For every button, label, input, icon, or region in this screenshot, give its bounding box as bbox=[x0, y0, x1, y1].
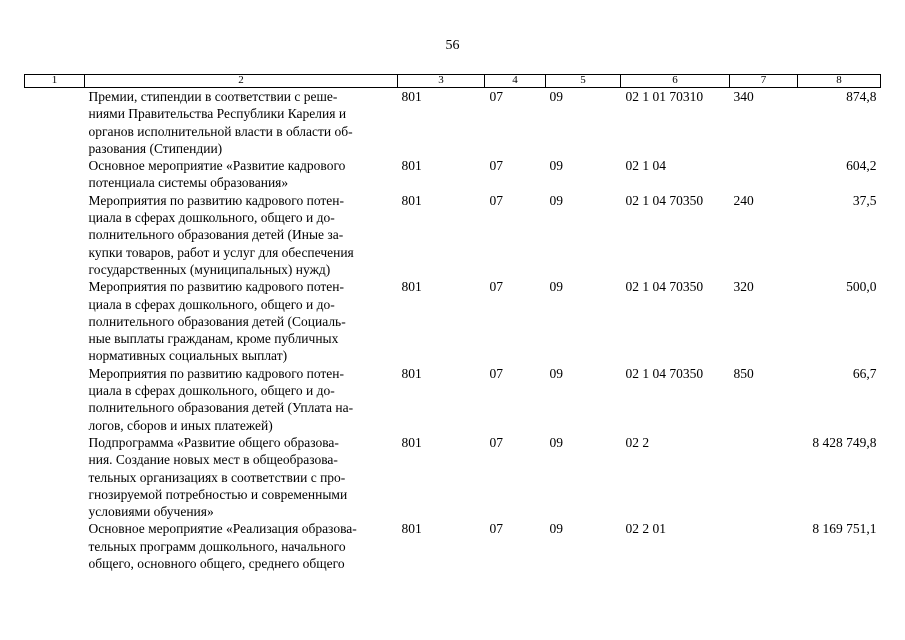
item-name-line: полнительного образования детей (Уплата на- bbox=[88, 400, 354, 416]
target-article-code: 02 1 01 70310 bbox=[625, 89, 704, 104]
target-article-code: 02 1 04 70350 bbox=[625, 279, 704, 295]
amount: 604,2 bbox=[846, 158, 877, 174]
item-name-cell bbox=[85, 520, 398, 572]
expense-type-code bbox=[730, 434, 798, 520]
item-name-line: органов исполнительной власти в области об- bbox=[88, 123, 353, 139]
item-name-line: циала в сферах дошкольного, общего и до- bbox=[88, 296, 335, 312]
item-name-line: общего, основного общего, среднего общего bbox=[88, 556, 345, 572]
expense-type-code bbox=[730, 157, 798, 192]
item-name-line: Мероприятия по развитию кадрового потен- bbox=[88, 365, 345, 381]
item-name-line: гнозируемой потребностью и современными bbox=[88, 486, 348, 502]
cell-col1 bbox=[25, 365, 85, 434]
item-name-line: государственных (муниципальных) нужд) bbox=[88, 261, 331, 277]
table-row bbox=[25, 88, 881, 158]
item-name-line: полнительного образования детей (Иные за- bbox=[88, 227, 344, 243]
item-name-line: циала в сферах дошкольного, общего и до- bbox=[88, 383, 335, 399]
ministry-code: 801 bbox=[401, 521, 422, 537]
target-article-code: 02 1 04 bbox=[625, 158, 666, 174]
item-name-line: нормативных социальных выплат) bbox=[88, 348, 288, 364]
amount: 874,8 bbox=[846, 89, 877, 104]
col-header-2: 2 bbox=[85, 75, 398, 88]
expense-type-code: 850 bbox=[733, 365, 754, 381]
item-name-cell bbox=[85, 278, 398, 364]
item-name-line: логов, сборов и иных платежей) bbox=[88, 417, 273, 433]
target-article-code: 02 1 04 70350 bbox=[625, 192, 704, 208]
subsection-code: 09 bbox=[549, 89, 563, 104]
section-code: 07 bbox=[489, 158, 503, 174]
ministry-code: 801 bbox=[401, 365, 422, 381]
subsection-code: 09 bbox=[549, 521, 563, 537]
cell-col1 bbox=[25, 434, 85, 520]
ministry-code: 801 bbox=[401, 434, 422, 450]
item-name-cell bbox=[85, 192, 398, 278]
col-header-4: 4 bbox=[485, 75, 546, 88]
item-name-line: Мероприятия по развитию кадрового потен- bbox=[88, 279, 345, 295]
item-name-line: разования (Стипендии) bbox=[88, 140, 223, 156]
item-name-line: тельных программ дошкольного, начального bbox=[88, 538, 346, 554]
section-code: 07 bbox=[489, 192, 503, 208]
ministry-code: 801 bbox=[401, 158, 422, 174]
section-code: 07 bbox=[489, 89, 503, 104]
amount: 8 169 751,1 bbox=[812, 521, 877, 537]
cell-col1 bbox=[25, 520, 85, 572]
subsection-code: 09 bbox=[549, 434, 563, 450]
table-row bbox=[25, 192, 881, 278]
item-name-line: купки товаров, работ и услуг для обеспечения bbox=[88, 244, 354, 260]
section-code: 07 bbox=[489, 279, 503, 295]
item-name-line: полнительного образования детей (Социаль- bbox=[88, 313, 346, 329]
amount: 66,7 bbox=[852, 365, 877, 381]
page-number: 56 bbox=[445, 38, 460, 53]
amount: 8 428 749,8 bbox=[812, 434, 877, 450]
item-name-line: ния. Создание новых мест в общеобразова- bbox=[88, 452, 338, 468]
item-name-line: Основное мероприятие «Развитие кадрового bbox=[88, 158, 346, 174]
section-code: 07 bbox=[489, 521, 503, 537]
item-name-line: Премии, стипендии в соответствии с реше- bbox=[88, 89, 338, 104]
subsection-code: 09 bbox=[549, 158, 563, 174]
budget-table bbox=[24, 74, 881, 572]
table-body bbox=[25, 88, 881, 573]
section-code: 07 bbox=[489, 434, 503, 450]
item-name-line: условиями обучения» bbox=[88, 504, 214, 520]
item-name-line: потенциала системы образования» bbox=[88, 175, 289, 191]
expense-type-code: 340 bbox=[733, 89, 754, 104]
target-article-code: 02 2 01 bbox=[625, 521, 666, 537]
item-name-cell bbox=[85, 88, 398, 158]
ministry-code: 801 bbox=[401, 89, 422, 104]
item-name-line: Основное мероприятие «Реализация образова- bbox=[88, 521, 357, 537]
item-name-line: ниями Правительства Республики Карелия и bbox=[88, 106, 347, 122]
table-row bbox=[25, 157, 881, 192]
item-name-line: циала в сферах дошкольного, общего и до- bbox=[88, 210, 335, 226]
table-row bbox=[25, 520, 881, 572]
item-name-line: тельных организациях в соответствии с про- bbox=[88, 469, 346, 485]
header-row bbox=[25, 75, 881, 88]
expense-type-code: 240 bbox=[733, 192, 754, 208]
amount: 37,5 bbox=[852, 192, 877, 208]
item-name-cell bbox=[85, 157, 398, 192]
table-row bbox=[25, 365, 881, 434]
cell-col1 bbox=[25, 88, 85, 158]
item-name-line: ные выплаты гражданам, кроме публичных bbox=[88, 331, 339, 347]
target-article-code: 02 2 bbox=[625, 434, 650, 450]
item-name-cell bbox=[85, 365, 398, 434]
item-name-line: Мероприятия по развитию кадрового потен- bbox=[88, 192, 345, 208]
item-name-cell bbox=[85, 434, 398, 520]
col-header-5: 5 bbox=[546, 75, 621, 88]
amount: 500,0 bbox=[846, 279, 877, 295]
expense-type-code bbox=[730, 520, 798, 572]
table-row bbox=[25, 434, 881, 520]
col-header-7: 7 bbox=[730, 75, 798, 88]
col-header-8: 8 bbox=[798, 75, 881, 88]
subsection-code: 09 bbox=[549, 365, 563, 381]
section-code: 07 bbox=[489, 365, 503, 381]
target-article-code: 02 1 04 70350 bbox=[625, 365, 704, 381]
cell-col1 bbox=[25, 157, 85, 192]
col-header-6: 6 bbox=[621, 75, 730, 88]
col-header-1: 1 bbox=[25, 75, 85, 88]
cell-col1 bbox=[25, 192, 85, 278]
col-header-3: 3 bbox=[398, 75, 485, 88]
item-name-line: Подпрограмма «Развитие общего образова- bbox=[88, 434, 339, 450]
table-row bbox=[25, 278, 881, 364]
subsection-code: 09 bbox=[549, 192, 563, 208]
ministry-code: 801 bbox=[401, 279, 422, 295]
ministry-code: 801 bbox=[401, 192, 422, 208]
cell-col1 bbox=[25, 278, 85, 364]
subsection-code: 09 bbox=[549, 279, 563, 295]
expense-type-code: 320 bbox=[733, 279, 754, 295]
